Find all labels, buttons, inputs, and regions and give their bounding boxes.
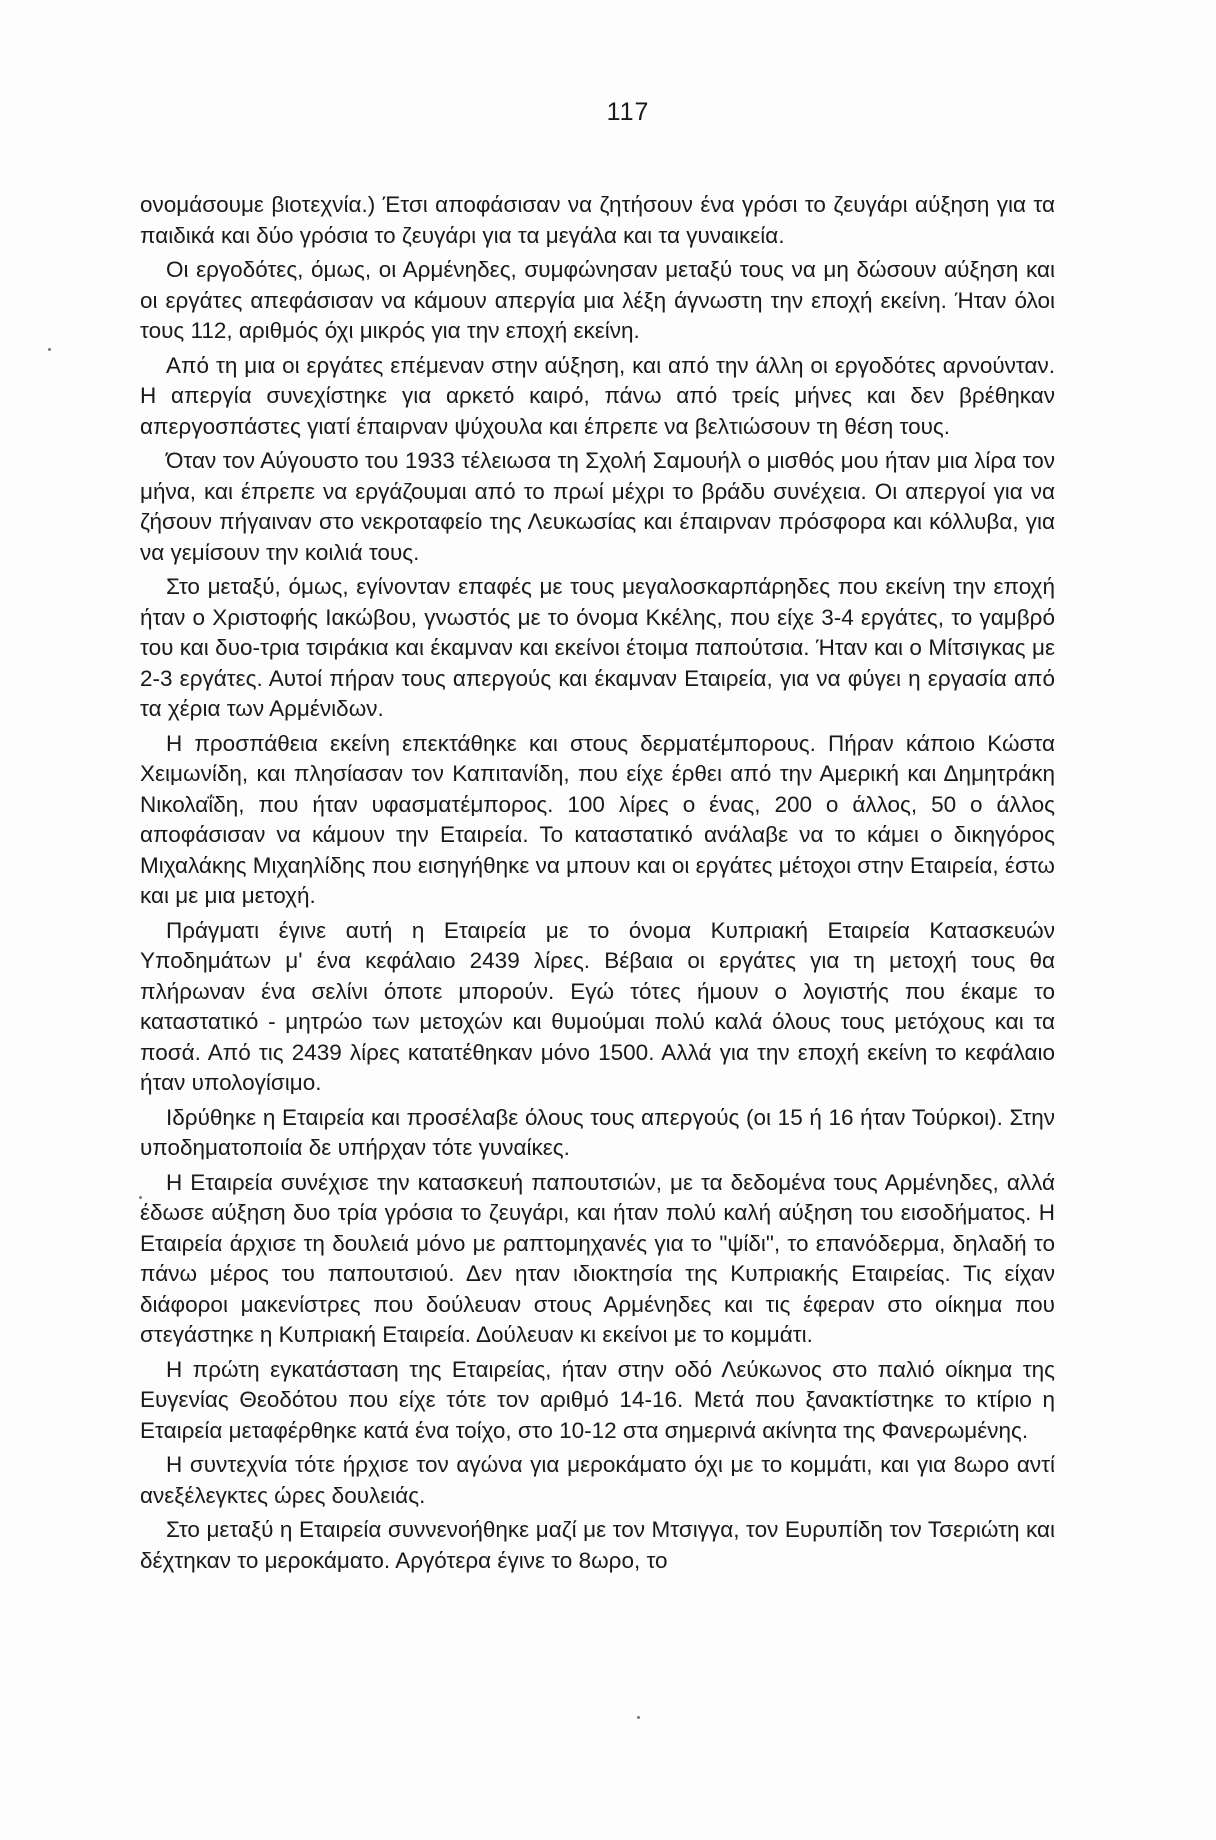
scan-speck — [139, 1196, 142, 1199]
paragraph: Πράγματι έγινε αυτή η Εταιρεία με το όνομα Κυπριακή Εταιρεία Κατασκευών Υποδημάτων μ' ένα κεφάλαιο 2439 λίρες. Βέβαια οι εργάτες για τη μετοχή τους θα πλήρωναν ένα σελίνι όποτε μπορούν. Εγώ τότες ήμουν ο λογιστής που έκαμε το καταστατικό - μητρώο των μετοχών και θυμούμαι πολύ καλά όλους τους μετόχους και τα ποσά. Από τις 2439 λίρες κατατέθηκαν μόνο 1500. Αλλά για την εποχή εκείνη το κεφάλαιο ήταν υπολογίσιμο. — [140, 917, 1055, 1095]
body-text — [140, 190, 1055, 1580]
paragraph: Στο μεταξύ, όμως, εγίνονταν επαφές με τους μεγαλοσκαρπάρηδες που εκείνη την εποχή ήταν ο Χριστοφής Ιακώβου, γνωστός με το όνομα Κκέλης, που είχε 3-4 εργάτες, το γαμβρό του και δυο-τρια τσιράκια και έκαμναν και εκείνοι έτοιμα παπούτσια. Ήταν και ο Μίτσιγκας με 2-3 εργάτες. Αυτοί πήραν τους απεργούς και έκαμναν Εταιρεία, για να φύγει η εργασία από τα χέρια των Αρμένιδων. — [140, 574, 1055, 721]
paragraph: Ιδρύθηκε η Εταιρεία και προσέλαβε όλους τους απεργούς (οι 15 ή 16 ήταν Τούρκοι). Στην υποδηματοποιία δε υπήρχαν τότε γυναίκες. — [140, 1104, 1055, 1160]
paragraph: Στο μεταξύ η Εταιρεία συννενοήθηκε μαζί με τον Μτσιγγα, τον Ευρυπίδη τον Τσεριώτη και δέχτηκαν το μεροκάματο. Αργότερα έγινε το 8ωρο, το — [140, 1517, 1055, 1573]
paragraph: Η πρώτη εγκατάσταση της Εταιρείας, ήταν στην οδό Λεύκωνος στο παλιό οίκημα της Ευγενίας Θεοδότου που είχε τότε τον αριθμό 14-16. Μετά που ξανακτίστηκε το κτίριο η Εταιρεία μεταφέρθηκε κατά ένα τοίχο, στο 10-12 στα σημερινά ακίνητα της Φανερωμένης. — [140, 1356, 1055, 1443]
paragraph: Όταν τον Αύγουστο του 1933 τέλειωσα τη Σχολή Σαμουήλ ο μισθός μου ήταν μια λίρα τον μήνα, και έπρεπε να εργάζουμαι από το πρωί μέχρι το βράδυ συνέχεια. Οι απεργοί για να ζήσουν πήγαιναν στο νεκροταφείο της Λευκωσίας και έπαιρναν πρόσφορα και κόλλυβα, για να γεμίσουν την κοιλιά τους. — [140, 448, 1055, 565]
paragraph: Η συντεχνία τότε ήρχισε τον αγώνα για μεροκάματο όχι με το κομμάτι, και για 8ωρο αντί ανεξέλεγκτες ώρες δουλειάς. — [140, 1452, 1055, 1508]
paragraph: Από τη μια οι εργάτες επέμεναν στην αύξηση, και από την άλλη οι εργοδότες αρνούνταν. Η απεργία συνεχίστηκε για αρκετό καιρό, πάνω από τρείς μήνες και δεν βρέθηκαν απεργοσπάστες γιατί έπαιρναν ψύχουλα και έπρεπε να βελτιώσουν τη θέση τους. — [140, 352, 1055, 439]
paragraph: ονομάσουμε βιοτεχνία.) Έτσι αποφάσισαν να ζητήσουν ένα γρόσι το ζευγάρι αύξηση για τα παιδικά και δύο γρόσια το ζευγάρι για τα μεγάλα και τα γυναικεία. — [140, 192, 1055, 248]
paragraph: Η Εταιρεία συνέχισε την κατασκευή παπουτσιών, με τα δεδομένα τους Αρμένηδες, αλλά έδωσε αύξηση δυο τρία γρόσια το ζευγάρι, και ήταν πολύ καλή αύξηση του εισοδήματος. Η Εταιρεία άρχισε τη δουλειά μόνο με ραπτομηχανές για το "ψίδι", το επανόδερμα, δηλαδή το πάνω μέρος του παπουτσιού. Δεν ηταν ιδιοκτησία της Κυπριακής Εταιρείας. Τις είχαν διάφοροι μακενίστρες που δούλευαν στους Αρμένηδες και τις έφεραν στο οίκημα που στεγάστηκε η Κυπριακή Εταιρεία. Δούλευαν κι εκείνοι με το κομμάτι. — [140, 1169, 1055, 1347]
page-number: 117 — [606, 98, 650, 126]
paragraph: Η προσπάθεια εκείνη επεκτάθηκε και στους δερματέμπορους. Πήραν κάποιο Κώστα Χειμωνίδη, και πλησίασαν τον Καπιτανίδη, που είχε έρθει από την Αμερική και Δημητράκη Νικολαΐδη, που ήταν υφασματέμπορος. 100 λίρες ο ένας, 200 ο άλλος, 50 ο άλλος αποφάσισαν να κάμουν την Εταιρεία. Το καταστατικό ανάλαβε να το κάμει ο δικηγόρος Μιχαλάκης Μιχαηλίδης που εισηγήθηκε να μπουν και οι εργάτες μέτοχοι στην Εταιρεία, έστω και με μια μετοχή. — [140, 730, 1055, 908]
scan-speck — [637, 1716, 640, 1719]
paragraph: Οι εργοδότες, όμως, οι Αρμένηδες, συμφώνησαν μεταξύ τους να μη δώσουν αύξηση και οι εργάτες απεφάσισαν να κάμουν απεργία μια λέξη άγνωστη την εποχή εκείνη. Ήταν όλοι τους 112, αριθμός όχι μικρός για την εποχή εκείνη. — [140, 257, 1055, 343]
scan-speck — [48, 348, 51, 351]
